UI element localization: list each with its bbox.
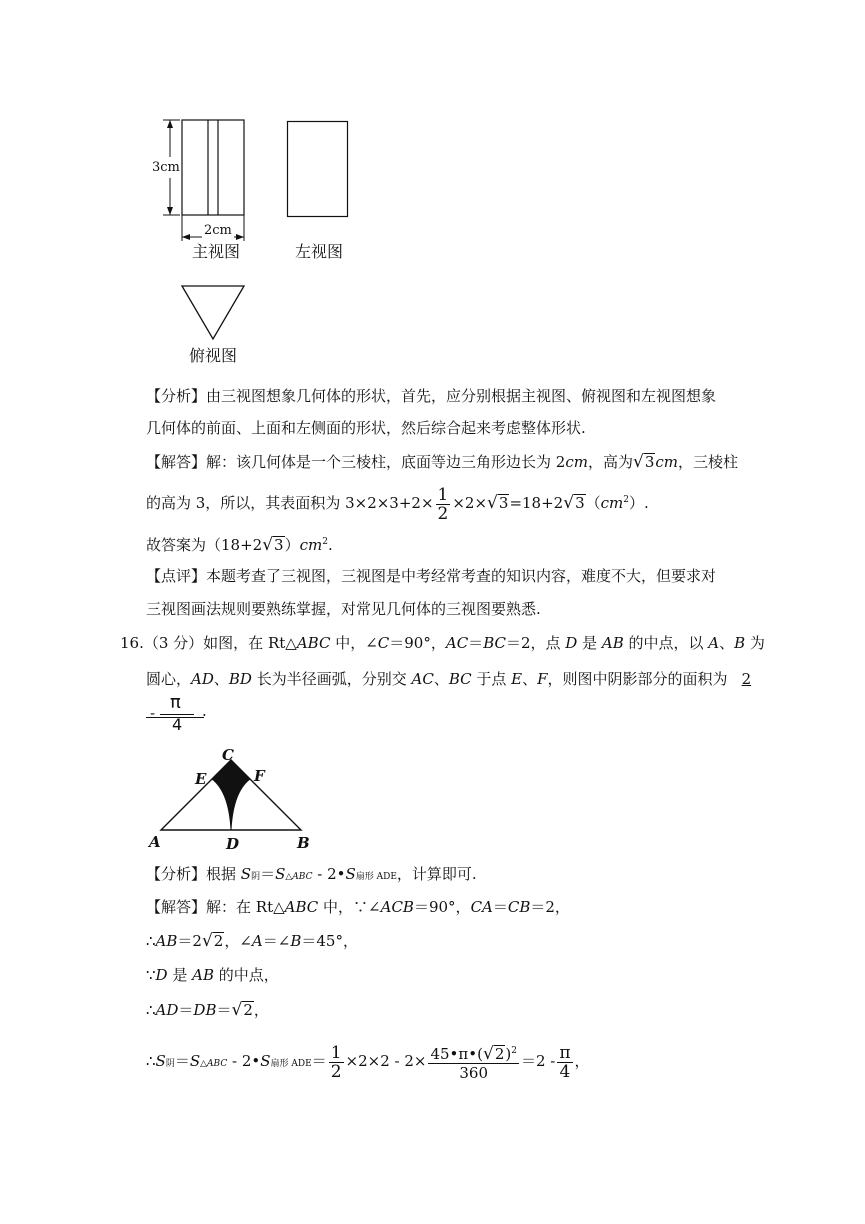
dim-width-label: 2cm xyxy=(202,221,234,241)
left-view-label: 左视图 xyxy=(295,242,344,261)
fraction-half: $\frac{1}{2}$ xyxy=(437,484,449,524)
q15-comment-line2: 三视图画法规则要熟练掌握，对常见几何体的三视图要熟悉. xyxy=(146,600,541,618)
q16-answer-line4: ∴AD＝DB＝√2， xyxy=(146,1000,269,1020)
top-view-label: 俯视图 xyxy=(189,346,238,365)
q16-answer-line5: ∴S阴＝S△ABC - 2•S扇形 ADE＝ $\frac{1}{2}$ ×2×2 - 2× $\frac{45•\pi•(√2)^2}{360}$ ＝2 - $\frac{\pi}{4}$ ， xyxy=(146,1042,590,1082)
blank-pi: π xyxy=(170,692,181,713)
q16-answer-line3: ∵D 是 AB 的中点， xyxy=(146,966,279,984)
q16-answer-line1: 【解答】解：在 Rt△ABC 中，∵∠ACB＝90°，CA＝CB＝2， xyxy=(146,898,570,916)
fig-label-a: A xyxy=(149,833,161,851)
fig-label-c: C xyxy=(222,746,234,764)
fraction-pi-over-4: $\frac{\pi}{4}$ xyxy=(559,1042,571,1082)
left-view-figure xyxy=(286,120,350,218)
blank-minus: - xyxy=(150,704,156,722)
fig-label-d: D xyxy=(226,835,240,853)
front-view-label: 主视图 xyxy=(192,242,241,261)
q16-blank-answer: - π 4 . xyxy=(146,692,208,736)
dim-height-label: 3cm xyxy=(152,158,180,178)
q15-analysis-line1: 【分析】由三视图想象几何体的形状，首先，应分别根据主视图、俯视图和左视图想象 xyxy=(146,387,717,405)
q15-answer-line1: 【解答】解：该几何体是一个三棱柱，底面等边三角形边长为 2cm，高为√3cm，三棱柱 xyxy=(146,452,739,472)
q16-answer-line2: ∴AB＝2√2，∠A＝∠B＝45°， xyxy=(146,931,358,951)
q15-comment-line1: 【点评】本题考查了三视图，三视图是中考经常考查的知识内容，难度不大，但要求对 xyxy=(146,567,717,585)
q15-analysis-line2: 几何体的前面、上面和左侧面的形状，然后综合起来考虑整体形状. xyxy=(146,419,586,437)
q16-analysis: 【分析】根据 S阴＝S△ABC - 2•S扇形 ADE，计算即可. xyxy=(146,865,477,883)
q15-answer-line2: 的高为 3，所以，其表面积为 3×2×3+2× $\frac{1}{2}$ $\times 2\times√3=18+2√3(cm^2)$. xyxy=(146,484,649,524)
fraction-half-2: $\frac{1}{2}$ xyxy=(330,1042,342,1082)
top-view-figure xyxy=(180,284,246,342)
blank-den: 4 xyxy=(172,715,183,734)
fig-label-b: B xyxy=(297,834,310,852)
q16-stem-line2: 圆心，AD、BD 长为半径画弧，分别交 AC、BC 于点 E、F，则图中阴影部分的面积为 2 xyxy=(146,670,752,688)
fig-label-e: E xyxy=(195,770,207,788)
fraction-sector-area: $\frac{45•\pi•(√2)^2}{360}$ xyxy=(430,1044,517,1082)
q15-final-answer: 故答案为$(18+2√3)cm^2$. xyxy=(146,535,333,555)
q16-stem-line1: 16.（3 分）如图，在 Rt△ABC 中，∠C＝90°，AC＝BC＝2，点 D 是 AB 的中点，以 A、B 为 xyxy=(120,634,765,652)
fig-label-f: F xyxy=(254,767,265,785)
